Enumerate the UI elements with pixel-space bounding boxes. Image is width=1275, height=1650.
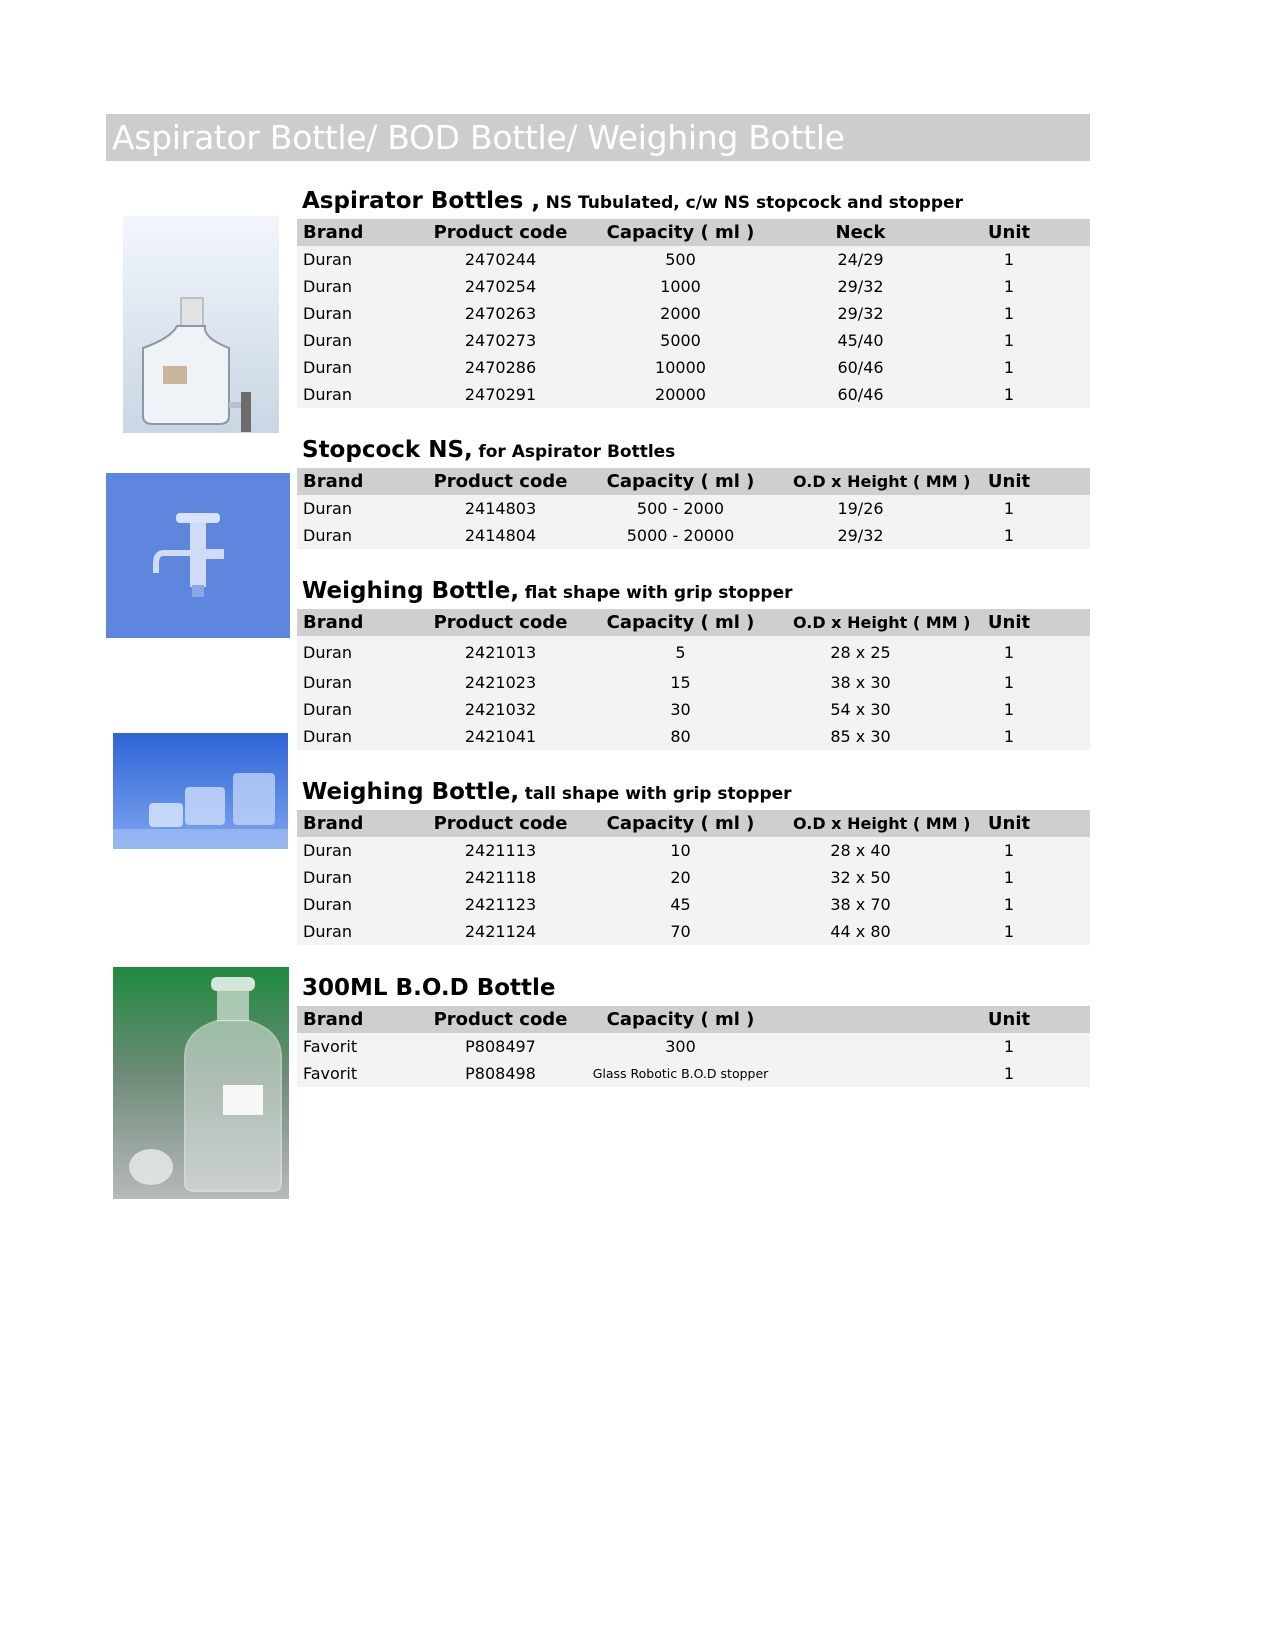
cell-product-code: 2421123 [464, 895, 537, 914]
cell-capacity: 45 [670, 895, 691, 914]
cell-capacity: 5000 - 20000 [626, 526, 735, 545]
weighing-bottles-photo [113, 733, 288, 849]
cell-brand: Duran [303, 727, 352, 746]
page-banner [106, 114, 1090, 161]
cell-capacity: 20 [670, 868, 691, 887]
table-header-row [297, 810, 1090, 837]
cell-od-height: 29/32 [837, 526, 884, 545]
cell-capacity: 10 [670, 841, 691, 860]
cell-unit: 1 [1003, 895, 1015, 914]
cell-unit: 1 [1003, 727, 1015, 746]
table-row [297, 696, 1090, 723]
cell-empty [793, 1033, 928, 1060]
cell-unit: 1 [1003, 1037, 1015, 1056]
cell-unit: 1 [1003, 673, 1015, 692]
aspirator-bottle-photo [123, 216, 279, 433]
cell-brand: Duran [303, 841, 352, 860]
section-subheading: for Aspirator Bottles [478, 442, 676, 462]
cell-od-height: 32 x 50 [830, 868, 891, 887]
cell-neck: 29/32 [837, 304, 884, 323]
cell-capacity: 70 [670, 922, 691, 941]
cell-brand: Duran [303, 922, 352, 941]
cell-product-code: 2421118 [464, 868, 537, 887]
table-row [297, 918, 1090, 945]
aspirator-table [297, 219, 1090, 408]
section-heading: Stopcock NS, [302, 437, 473, 463]
cell-product-code: P808498 [465, 1064, 536, 1083]
section-title-weighing-tall [302, 779, 792, 805]
cell-brand: Duran [303, 526, 352, 545]
section-heading: Weighing Bottle, [302, 779, 520, 805]
col-capacity: Capacity ( ml ) [606, 612, 755, 633]
cell-od-height: 54 x 30 [830, 700, 891, 719]
page-title: Aspirator Bottle/ BOD Bottle/ Weighing Bottle [112, 118, 845, 157]
cell-unit: 1 [1003, 358, 1015, 377]
cell-brand: Duran [303, 499, 352, 518]
cell-neck: 45/40 [837, 331, 884, 350]
cell-product-code: 2414804 [464, 526, 537, 545]
stopcock-photo [106, 473, 290, 638]
cell-capacity: 5 [675, 643, 686, 662]
col-product-code: Product code [433, 1009, 568, 1030]
cell-brand: Duran [303, 895, 352, 914]
col-unit: Unit [987, 612, 1031, 633]
table-header-row [297, 468, 1090, 495]
section-subheading: tall shape with grip stopper [524, 784, 792, 804]
col-brand: Brand [303, 612, 364, 633]
bod-table [297, 1006, 1090, 1087]
table-row [297, 723, 1090, 750]
cell-od-height: 38 x 70 [830, 895, 891, 914]
col-product-code: Product code [433, 813, 568, 834]
cell-od-height: 85 x 30 [830, 727, 891, 746]
cell-capacity: 20000 [655, 385, 706, 404]
col-unit: Unit [987, 813, 1031, 834]
cell-capacity: 5000 [660, 331, 701, 350]
table-header-row [297, 219, 1090, 246]
table-row [297, 891, 1090, 918]
cell-capacity: 10000 [655, 358, 706, 377]
table-row [297, 1060, 1090, 1087]
col-product-code: Product code [433, 612, 568, 633]
table-row [297, 495, 1090, 522]
table-row [297, 864, 1090, 891]
cell-capacity: Glass Robotic B.O.D stopper [592, 1066, 769, 1081]
cell-unit: 1 [1003, 868, 1015, 887]
section-title-weighing-flat [302, 578, 792, 604]
cell-od-height: 28 x 40 [830, 841, 891, 860]
col-product-code: Product code [433, 471, 568, 492]
cell-brand: Duran [303, 673, 352, 692]
table-row [297, 327, 1090, 354]
cell-product-code: 2470273 [464, 331, 537, 350]
section-heading: Weighing Bottle, [302, 578, 520, 604]
cell-unit: 1 [1003, 499, 1015, 518]
stopcock-table [297, 468, 1090, 549]
cell-product-code: 2421032 [464, 700, 537, 719]
table-row [297, 522, 1090, 549]
col-brand: Brand [303, 1009, 364, 1030]
table-row [297, 837, 1090, 864]
table-row [297, 246, 1090, 273]
cell-brand: Duran [303, 277, 352, 296]
table-row [297, 273, 1090, 300]
cell-brand: Duran [303, 304, 352, 323]
cell-product-code: 2470291 [464, 385, 537, 404]
section-title-aspirator [302, 188, 963, 214]
cell-od-height: 38 x 30 [830, 673, 891, 692]
col-capacity: Capacity ( ml ) [606, 222, 755, 243]
col-capacity: Capacity ( ml ) [606, 813, 755, 834]
cell-capacity: 15 [670, 673, 691, 692]
cell-product-code: 2421124 [464, 922, 537, 941]
table-row [297, 1033, 1090, 1060]
cell-neck: 24/29 [837, 250, 884, 269]
cell-capacity: 500 [665, 250, 696, 269]
table-row [297, 381, 1090, 408]
cell-empty [793, 1060, 928, 1087]
cell-unit: 1 [1003, 385, 1015, 404]
cell-product-code: 2421023 [464, 673, 537, 692]
section-subheading: flat shape with grip stopper [524, 583, 793, 603]
cell-brand: Duran [303, 358, 352, 377]
col-brand: Brand [303, 222, 364, 243]
col-product-code: Product code [433, 222, 568, 243]
col-capacity: Capacity ( ml ) [606, 1009, 755, 1030]
table-header-row [297, 1006, 1090, 1033]
cell-unit: 1 [1003, 700, 1015, 719]
col-neck: Neck [835, 222, 886, 243]
cell-unit: 1 [1003, 304, 1015, 323]
cell-capacity: 1000 [660, 277, 701, 296]
col-brand: Brand [303, 813, 364, 834]
table-row [297, 669, 1090, 696]
cell-brand: Duran [303, 868, 352, 887]
cell-capacity: 30 [670, 700, 691, 719]
table-row [297, 354, 1090, 381]
weighing-flat-table [297, 609, 1090, 750]
cell-brand: Favorit [303, 1037, 358, 1056]
cell-brand: Duran [303, 331, 352, 350]
col-od-height: O.D x Height ( MM ) [793, 613, 971, 632]
cell-capacity: 2000 [660, 304, 701, 323]
cell-od-height: 44 x 80 [830, 922, 891, 941]
cell-od-height: 19/26 [837, 499, 884, 518]
cell-neck: 60/46 [837, 358, 884, 377]
table-row [297, 300, 1090, 327]
cell-unit: 1 [1003, 841, 1015, 860]
cell-unit: 1 [1003, 526, 1015, 545]
cell-brand: Duran [303, 643, 352, 662]
section-subheading: NS Tubulated, c/w NS stopcock and stopper [545, 193, 963, 213]
cell-unit: 1 [1003, 643, 1015, 662]
section-title-stopcock [302, 437, 675, 463]
col-unit: Unit [987, 471, 1031, 492]
cell-neck: 60/46 [837, 385, 884, 404]
cell-product-code: 2421041 [464, 727, 537, 746]
weighing-tall-table [297, 810, 1090, 945]
col-od-height: O.D x Height ( MM ) [793, 472, 971, 491]
cell-product-code: 2470286 [464, 358, 537, 377]
cell-capacity: 300 [665, 1037, 696, 1056]
section-heading: Aspirator Bottles , [302, 188, 541, 214]
bod-bottle-photo [113, 967, 289, 1199]
cell-product-code: 2470254 [464, 277, 537, 296]
col-unit: Unit [987, 222, 1031, 243]
cell-unit: 1 [1003, 922, 1015, 941]
cell-unit: 1 [1003, 331, 1015, 350]
cell-brand: Duran [303, 385, 352, 404]
cell-product-code: 2470263 [464, 304, 537, 323]
cell-brand: Duran [303, 250, 352, 269]
cell-od-height: 28 x 25 [830, 643, 891, 662]
table-header-row [297, 609, 1090, 636]
cell-product-code: P808497 [465, 1037, 536, 1056]
cell-unit: 1 [1003, 277, 1015, 296]
cell-product-code: 2470244 [464, 250, 537, 269]
cell-product-code: 2421013 [464, 643, 537, 662]
col-od-height: O.D x Height ( MM ) [793, 814, 971, 833]
section-title-bod [302, 975, 556, 1001]
section-heading: 300ML B.O.D Bottle [302, 975, 556, 1001]
col-empty [793, 1006, 928, 1033]
cell-brand: Favorit [303, 1064, 358, 1083]
cell-capacity: 500 - 2000 [636, 499, 725, 518]
cell-neck: 29/32 [837, 277, 884, 296]
cell-capacity: 80 [670, 727, 691, 746]
cell-brand: Duran [303, 700, 352, 719]
cell-unit: 1 [1003, 250, 1015, 269]
col-brand: Brand [303, 471, 364, 492]
cell-product-code: 2414803 [464, 499, 537, 518]
cell-product-code: 2421113 [464, 841, 537, 860]
col-capacity: Capacity ( ml ) [606, 471, 755, 492]
cell-unit: 1 [1003, 1064, 1015, 1083]
col-unit: Unit [987, 1009, 1031, 1030]
table-row [297, 636, 1090, 669]
